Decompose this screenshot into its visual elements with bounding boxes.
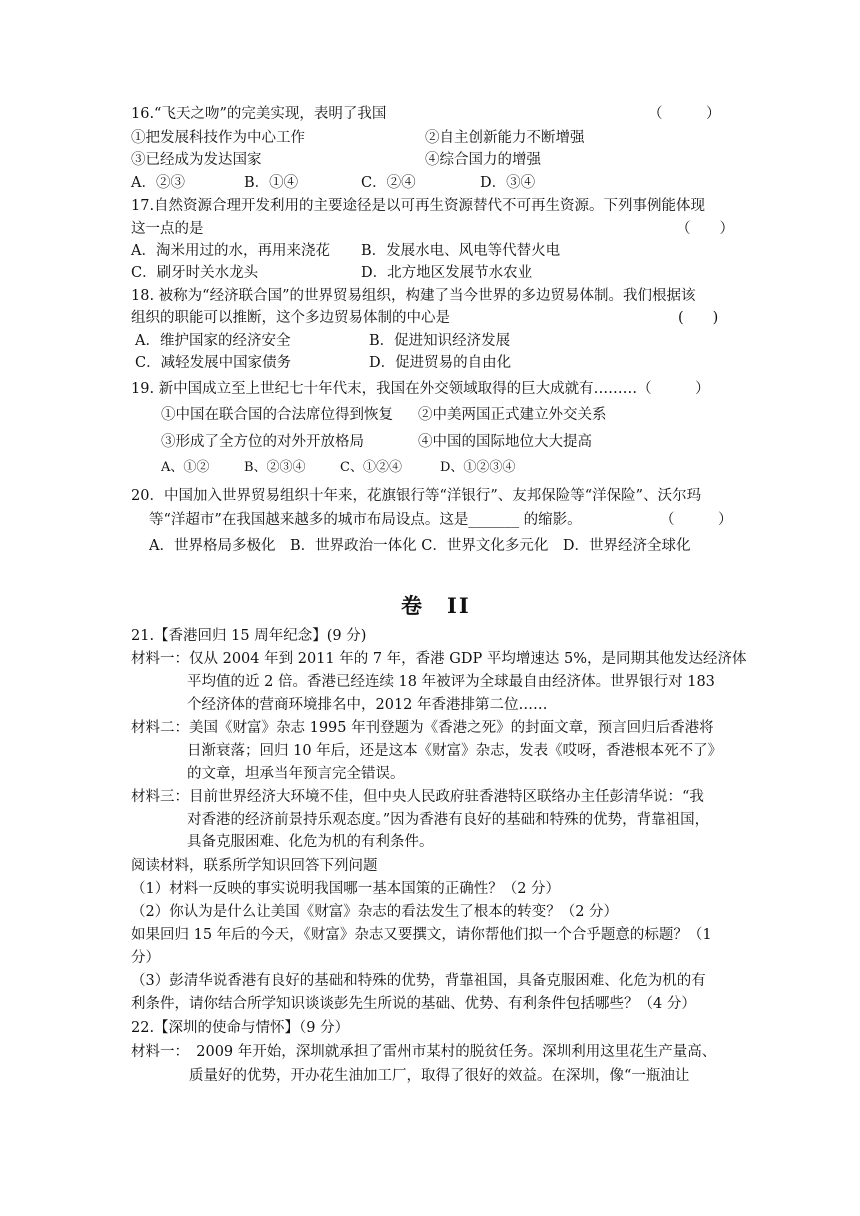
q19-stem: 19. 新中国成立至上世纪七十年代末，我国在外交领域取得的巨大成就有………（ ） (131, 381, 710, 397)
q17-stem-line2: 这一点的是 (131, 221, 204, 237)
q21-material1-line3: 个经济体的营商环境排名中，2012 年香港排第二位…… (187, 697, 548, 713)
section-title: 卷 II (401, 593, 471, 618)
q21-material2-line1: 材料二：美国《财富》杂志 1995 年刊登题为《香港之死》的封面文章，预言回归后香港将 (131, 720, 714, 736)
q19-option-2: ②中美两国正式建立外交关系 (418, 407, 607, 423)
q20-answer-paren: （ ） (660, 512, 733, 528)
q19-choice-c: C、①②④ (340, 460, 402, 475)
q20-choices: A．世界格局多极化 B．世界政治一体化 C．世界文化多元化 D．世界经济全球化 (149, 538, 691, 554)
q17-stem-line1: 17.自然资源合理开发利用的主要途径是以可再生资源替代不可再生资源。下列事例能体现 (131, 198, 706, 214)
q16-option-3: ③已经成为发达国家 (131, 152, 262, 168)
q21-material3-line1: 材料三：目前世界经济大环境不佳，但中央人民政府驻香港特区联络办主任彭清华说：“我 (131, 789, 704, 805)
q19-option-3: ③形成了全方位的对外开放格局 (161, 434, 364, 450)
q19-option-1: ①中国在联合国的合法席位得到恢复 (161, 407, 393, 423)
q17-choice-c: C．刷牙时关水龙头 (131, 265, 259, 281)
q21-subquestion-1: （1）材料一反映的事实说明我国哪一基本国策的正确性？（2 分） (131, 881, 561, 897)
q20-stem-line2-text: 等“洋超市”在我国越来越多的城市布局设点。这是 (149, 512, 469, 528)
q20-stem-line2 (149, 510, 582, 530)
q18-choice-a: A．维护国家的经济安全 (135, 333, 291, 349)
q21-material3-line2: 对香港的经济前景持乐观态度。”因为香港有良好的基础和特殊的优势，背靠祖国， (187, 812, 710, 828)
q22-material1-line2: 质量好的优势，开办花生油加工厂，取得了很好的效益。在深圳，像“一瓶油让 (189, 1068, 690, 1084)
q21-title: 21.【香港回归 15 周年纪念】(9 分) (131, 628, 367, 644)
q22-material1-line1: 材料一： 2009 年开始，深圳就承担了雷州市某村的脱贫任务。深圳利用这里花生产量高、 (131, 1044, 717, 1060)
q21-subquestion-2: （2）你认为是什么让美国《财富》杂志的看法发生了根本的转变？（2 分） (131, 904, 619, 920)
q16-choice-c: C．②④ (361, 175, 416, 191)
q21-material1-line1: 材料一：仅从 2004 年到 2011 年的 7 年，香港 GDP 平均增速达 5%，是同期其他发达经济体 (131, 651, 747, 667)
q17-choice-a: A．淘米用过的水，再用来浇花 (131, 243, 330, 259)
q16-answer-paren: （ ） (648, 106, 721, 122)
q20-stem-line1: 20．中国加入世界贸易组织十年来，花旗银行等“洋银行”、友邦保险等“洋保险”、沃尔玛 (131, 488, 702, 504)
q16-stem: 16.“飞天之吻”的完美实现，表明了我国 (131, 106, 387, 122)
q19-choice-a: A、①② (161, 460, 210, 475)
q17-choice-d: D．北方地区发展节水农业 (361, 265, 533, 281)
q16-choice-d: D．③④ (480, 175, 536, 191)
q21-subquestion-2b-line1: 如果回归 15 年后的今天，《财富》杂志又要撰文，请你帮他们拟一个合乎题意的标题？（1 (131, 927, 712, 943)
q22-title: 22.【深圳的使命与情怀】（9 分） (131, 1020, 350, 1036)
q18-stem-line1: 18. 被称为“经济联合国”的世界贸易组织，构建了当今世界的多边贸易体制。我们根据该 (131, 288, 696, 304)
q18-choice-b: B．促进知识经济发展 (369, 333, 511, 349)
q21-material3-line3: 具备克服困难、化危为机的有利条件。 (187, 834, 434, 850)
q21-subquestion-3-line2: 利条件，请你结合所学知识谈谈彭先生所说的基础、优势、有利条件包括哪些？（4 分） (131, 996, 696, 1012)
q18-choice-c: C．减轻发展中国家债务 (135, 355, 292, 371)
q19-option-4: ④中国的国际地位大大提高 (418, 434, 592, 450)
q19-choice-d: D、①②③④ (440, 460, 516, 475)
q20-blank: _______ (468, 512, 520, 528)
q21-material1-line2: 平均值的近 2 倍。香港已经连续 18 年被评为全球最自由经济体。世界银行对 183 (187, 674, 715, 690)
q21-material2-line2: 日渐衰落；回归 10 年后，还是这本《财富》杂志，发表《哎呀，香港根本死不了》 (187, 743, 723, 759)
q21-subquestion-3-line1: （3）彭清华说香港有良好的基础和特殊的优势，背靠祖国，具备克服困难、化危为机的有 (131, 973, 706, 989)
q20-stem-line2-tail: 的缩影。 (519, 512, 582, 528)
q21-instruction: 阅读材料，联系所学知识回答下列问题 (131, 858, 378, 874)
q17-answer-paren: （ ） (676, 221, 734, 237)
q17-choice-b: B．发展水电、风电等代替火电 (361, 243, 561, 259)
q21-subquestion-2b-line2: 分） (131, 950, 160, 966)
q21-material2-line3: 的文章，坦承当年预言完全错误。 (187, 766, 405, 782)
q16-option-4: ④综合国力的增强 (425, 152, 541, 168)
q16-choice-b: B．①④ (244, 175, 299, 191)
q18-answer-paren: ( ) (678, 310, 719, 326)
q16-option-2: ②自主创新能力不断增强 (425, 130, 585, 146)
q16-option-1: ①把发展科技作为中心工作 (131, 130, 305, 146)
q19-choice-b: B、②③④ (244, 460, 306, 475)
q18-choice-d: D．促进贸易的自由化 (369, 355, 512, 371)
q16-choice-a: A．②③ (131, 175, 185, 191)
q18-stem-line2: 组织的职能可以推断，这个多边贸易体制的中心是 (131, 310, 450, 326)
